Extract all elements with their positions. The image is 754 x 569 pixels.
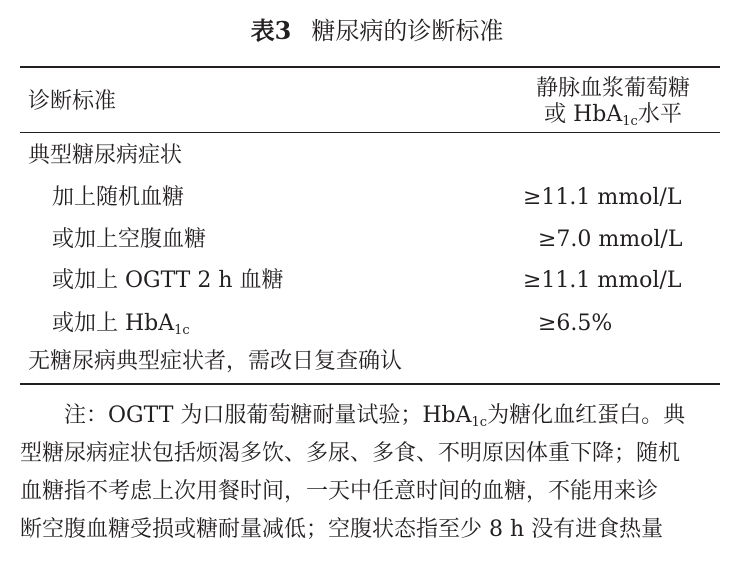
row-label: 或加上 HbA$_{1c}$: [52, 311, 190, 338]
top-rule: [20, 66, 720, 68]
table-number: 表3: [250, 16, 292, 45]
row-value: ≥11.1 mmol/L: [523, 185, 682, 210]
row-value: ≥6.5%: [538, 311, 613, 336]
row-label: 或加上 OGTT 2 h 血糖: [52, 268, 284, 293]
row-label: 或加上空腹血糖: [52, 227, 207, 252]
header-value-line1: 静脉血浆葡萄糖: [535, 76, 690, 101]
note-line: 型糖尿病症状包括烦渴多饮、多尿、多食、不明原因体重下降；随机: [20, 441, 681, 466]
note-line: 断空腹血糖受损或糖耐量减低；空腹状态指至少 8 h 没有进食热量: [20, 517, 664, 542]
note-line: 注：OGTT 为口服葡萄糖耐量试验；HbA$_{1c}$为糖化血红蛋白。典: [64, 403, 686, 430]
row-value: ≥7.0 mmol/L: [538, 227, 683, 252]
row-label: 加上随机血糖: [52, 185, 185, 210]
bottom-rule: [20, 383, 720, 385]
table-note: [20, 397, 720, 549]
note-line: 血糖指不考虑上次用餐时间，一天中任意时间的血糖，不能用来诊: [20, 479, 659, 504]
row-label: 无糖尿病典型症状者，需改日复查确认: [28, 349, 403, 374]
table-title: [0, 14, 754, 48]
header-criteria: 诊断标准: [28, 89, 117, 114]
header-rule: [20, 132, 720, 133]
row-value: ≥11.1 mmol/L: [523, 268, 682, 293]
table-title-text: 糖尿病的诊断标准: [311, 17, 504, 45]
header-value-line2: 或 HbA$_{1c}$水平: [544, 102, 682, 129]
row-label: 典型糖尿病症状: [28, 143, 183, 168]
